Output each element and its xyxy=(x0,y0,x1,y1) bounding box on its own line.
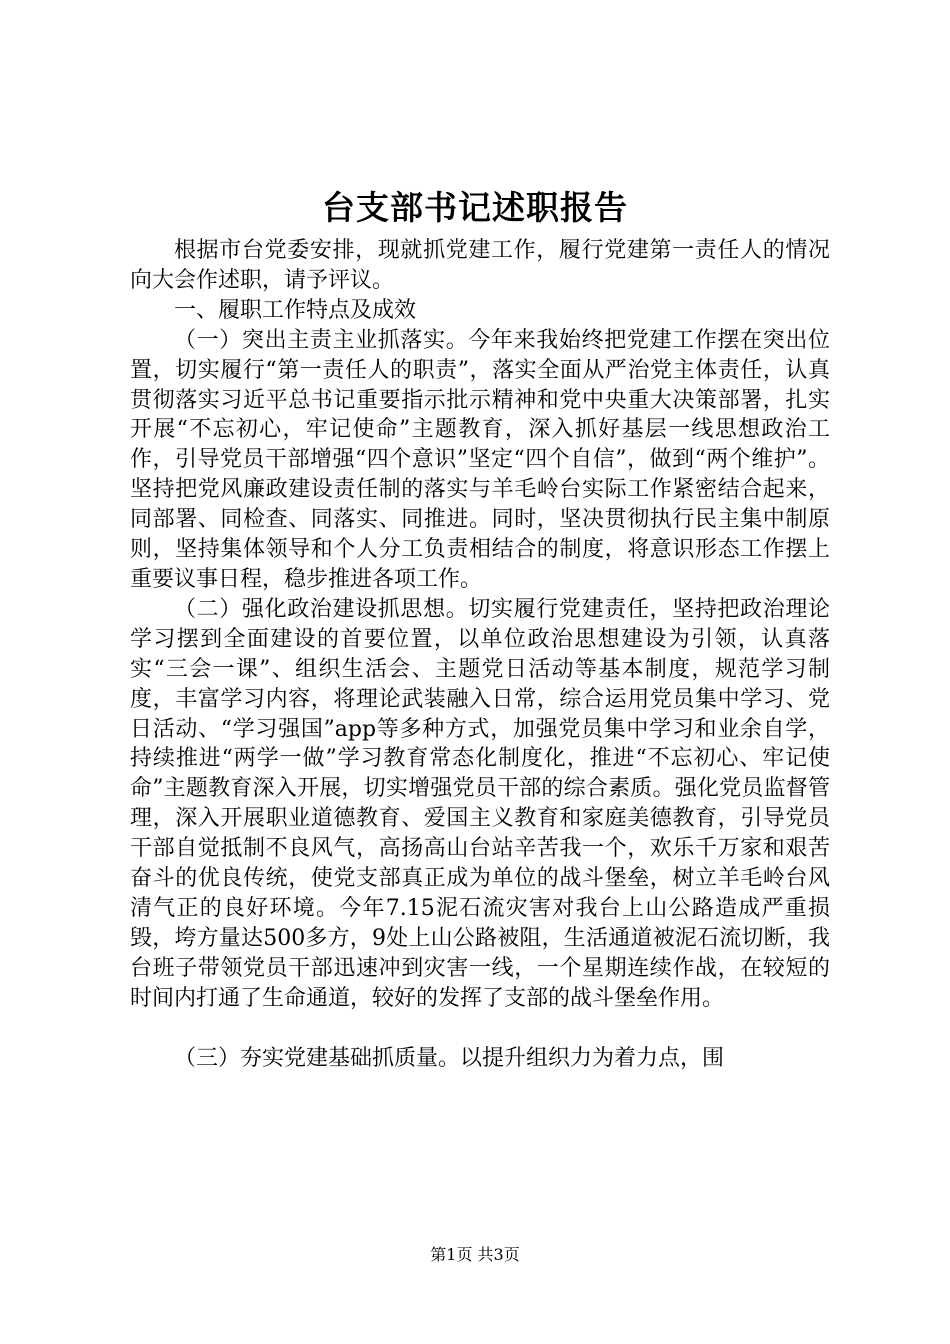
paragraph-item-3: （三）夯实党建基础抓质量。以提升组织力为着力点，围 xyxy=(174,1045,725,1071)
paragraph-item-2: （二）强化政治建设抓思想。切实履行党建责任，坚持把政治理论学习摆到全面建设的首要位置，以单位政治思想建设为引领，认真落实“三会一课”、组织生活会、主题党日活动等基本制度，规范学习制度，丰富学习内容，将理论武装融入日常，综合运用党员集中学习、党日活动、“学习强国”app等多种方式，加强党员集中学习和业余自学，持续推进“两学一做”学习教育常态化制度化，推进“不忘初心、牢记使命”主题教育深入开展，切实增强党员干部的综合素质。强化党员监督管理，深入开展职业道德教育、爱国主义教育和家庭美德教育，引导党员干部自觉抵制不良风气，高扬高山台站辛苦我一个，欢乐千万家和艰苦奋斗的优良传统，使党支部真正成为单位的战斗堡垒，树立羊毛岭台风清气正的良好环境。今年7.15泥石流灾害对我台上山公路造成严重损毁，垮方量达500多方，9处上山公路被阻，生活通道被泥石流切断，我台班子带领党员干部迅速冲到灾害一线，一个星期连续作战，在较短的时间内打通了生命通道，较好的发挥了支部的战斗堡垒作用。 xyxy=(130,596,830,1011)
document-title: 台支部书记述职报告 xyxy=(322,188,628,227)
page-footer: 第1页 共3页 xyxy=(430,1245,520,1264)
document-body xyxy=(130,236,830,1073)
paragraph-item-1: （一）突出主责主业抓落实。今年来我始终把党建工作摆在突出位置，切实履行“第一责任人的职责”，落实全面从严治党主体责任，认真贯彻落实习近平总书记重要指示批示精神和党中央重大决策部署，扎实开展“不忘初心，牢记使命”主题教育，深入抓好基层一线思想政治工作，引导党员干部增强“四个意识”坚定“四个自信”，做到“两个维护”。坚持把党风廉政建设责任制的落实与羊毛岭台实际工作紧密结合起来，同部署、同检查、同落实、同推进。同时，坚决贯彻执行民主集中制原则，坚持集体领导和个人分工负责相结合的制度，将意识形态工作摆上重要议事日程，稳步推进各项工作。 xyxy=(130,327,830,592)
section-heading: 一、履职工作特点及成效 xyxy=(174,297,417,323)
paragraph-intro: 根据市台党委安排，现就抓党建工作，履行党建第一责任人的情况向大会作述职，请予评议。 xyxy=(130,238,830,293)
